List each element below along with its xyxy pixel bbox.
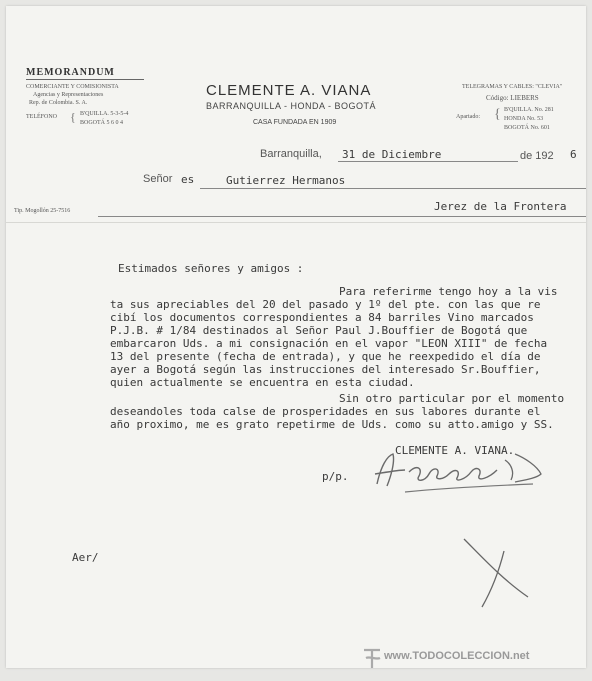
phone-quilla: B'QUILLA. 5-3-5-4	[80, 111, 129, 117]
recipient-location: Jerez de la Frontera	[434, 200, 567, 213]
brace-right: {	[494, 107, 501, 122]
watermark-logo-icon	[362, 646, 382, 670]
body-line: deseandoles toda calse de prosperidades en sus labores durante el	[110, 405, 541, 418]
location-rule	[98, 216, 586, 217]
cross-mark	[458, 535, 538, 615]
body-line: ayer a Bogotá según las instrucciones del interesado Sr.Bouffier,	[110, 363, 541, 376]
paper-fold	[6, 222, 586, 223]
body-line: quien actualmente se encuentra en esta ciudad.	[110, 376, 415, 389]
brace-left: {	[70, 110, 76, 124]
telegraph-code: Código: LIEBERS	[486, 94, 539, 102]
handwritten-signature	[365, 448, 565, 498]
body-line: cibí los documentos correspondientes a 84 barriles Vino marcados	[110, 311, 534, 324]
date-rule	[338, 161, 518, 162]
memorandum-title: MEMORANDUM	[26, 67, 115, 78]
watermark-text: www.TODOCOLECCION.net	[384, 650, 530, 662]
city-label: Barranquilla,	[260, 148, 322, 160]
apartado-label: Apartado:	[456, 114, 480, 120]
initials: Aer/	[72, 551, 99, 564]
date-day: 31 de Diciembre	[342, 148, 442, 161]
recipient-rule	[200, 188, 586, 189]
senor-label: Señor	[143, 173, 173, 185]
body-line: P.J.B. # 1/84 destinados al Señor Paul J.Bouffier de Bogotá que	[110, 324, 528, 337]
body-line: 13 del presente (fecha de entrada), y que he reexpedido el día de	[110, 350, 541, 363]
left-line-3: Rep. de Colombia. S. A.	[29, 100, 88, 106]
memorandum-rule	[26, 79, 144, 80]
pp-label: p/p.	[322, 470, 349, 483]
left-line-1: COMERCIANTE Y COMISIONISTA	[26, 84, 119, 90]
recipient-name: Gutierrez Hermanos	[226, 174, 346, 187]
company-founded: CASA FUNDADA EN 1909	[253, 119, 337, 126]
year-prefix: de 192	[520, 150, 554, 162]
company-name: CLEMENTE A. VIANA	[206, 82, 372, 99]
body-line: ta sus apreciables del 20 del pasado y 1º del pte. con las que re	[110, 298, 541, 311]
telefono-label: TELÉFONO	[26, 114, 57, 120]
company-cities: BARRANQUILLA - HONDA - BOGOTÁ	[206, 101, 377, 111]
body-line: embarcaron Uds. a mi consignación en el vapor "LEON XIII" de fecha	[110, 337, 548, 350]
left-line-2: Agencias y Representaciones	[33, 92, 104, 98]
body-line: año proximo, me es grato repetirme de Uds. como su atto.amigo y SS.	[110, 418, 554, 431]
phone-bogota: BOGOTÁ 5 6 0 4	[80, 120, 123, 126]
body-line: Para referirme tengo hoy a la vis	[339, 285, 558, 298]
senor-suffix: es	[181, 173, 195, 186]
salutation: Estimados señores y amigos :	[118, 262, 304, 275]
apartado-2: HONDA No. 53	[504, 116, 544, 122]
body-line: Sin otro particular por el momento	[339, 392, 565, 405]
telegram-address: TELEGRAMAS Y CABLES: "CLEVIA"	[462, 84, 563, 90]
printer-mark: Tip. Mogollón 25-7516	[14, 208, 71, 214]
closing-company: CLEMENTE A. VIANA.	[395, 444, 515, 457]
apartado-3: BOGOTÁ No. 601	[504, 125, 550, 131]
year-digit: 6	[570, 148, 577, 161]
apartado-1: B'QUILLA. No. 281	[504, 107, 554, 113]
